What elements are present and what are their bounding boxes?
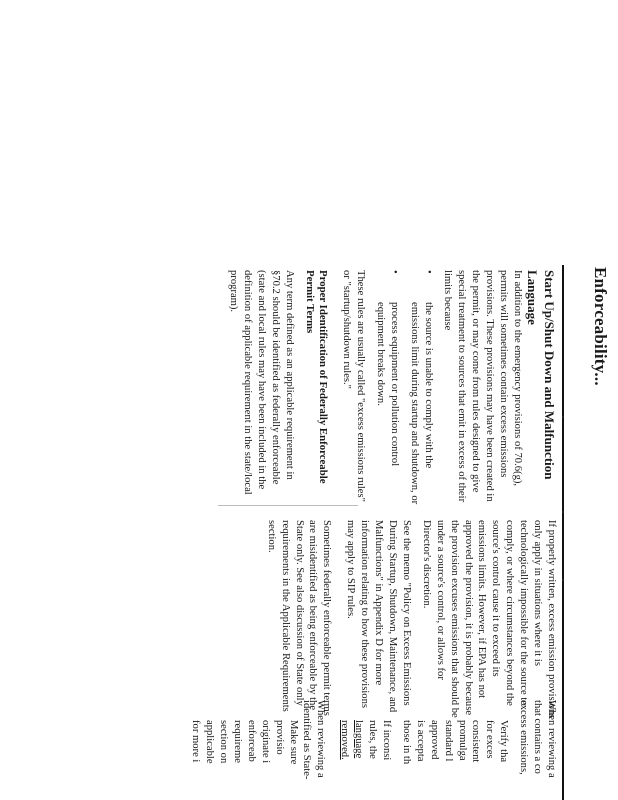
scan-speck-icon: · [556,510,570,514]
scan-speck-icon: · [556,578,570,582]
bullet-icon: • [388,270,400,274]
col3-line: for exces [484,720,496,759]
column-divider [218,505,358,506]
col3-line: that contains a co [532,700,544,774]
excess-emission-paragraph: If properly written, excess emission provisions only apply in situations where it is technologically impossible for the source to comply, or where circumstances beyond the source's control cause it to exceed its emissions limits. However, if EPA has not approved the provision, it is probably because the provision excuses emissions that should be under a source's control, or allows for Director's discretion. [420,520,557,719]
federal-enforceable-heading: Proper Identification of Federally Enforceable Permit Terms [303,270,330,484]
col3-line: Verify tha [498,720,510,763]
col3-line: standard l [442,720,454,762]
col3-line: identified as State- [301,700,313,780]
col3-line: originate i [259,720,271,764]
col3-line: When reviewing a [315,700,327,778]
col3-line: removed. [339,720,351,760]
right-column-truncated [188,700,558,800]
scan-speck-icon: · [556,415,570,419]
startup-shutdown-heading: Start Up/Shut Down and Malfunction Language [525,270,557,480]
middle-column [264,520,558,720]
col3-line: excess emissions, [518,700,530,775]
col3-line: applicable [204,720,216,764]
bullet-text: the source is unable to comply with the emissions limit during startup and shutdown, or [408,302,434,505]
col3-line: When reviewing a [546,700,557,778]
col3-line: requireme [231,720,243,763]
col3-line: provisio [273,720,285,755]
col3-line: those in th [400,720,412,765]
col3-line: for more i [190,720,202,763]
header-rule [562,265,564,800]
memo-reference-paragraph: See the memo "Policy on Excess Emissions During Startup, Shutdown, Maintenance, and Malfunctions" in Appendix D for more information relating to how these provisions may apply to SIP rules. [345,520,412,713]
rules-name-paragraph: These rules are usually called "excess emissions rules" or "startup/shutdown rules." [341,270,366,502]
misidentified-terms-paragraph: Sometimes federally enforceable permit terms are misidentified as being enforceable by the State only. See also discussion of State only requirements in the Applicable Requirements section. [265,520,333,716]
col3-line: If inconsi [381,720,393,761]
col3-line: is accepta [414,720,426,762]
col3-line: consistent [470,720,482,763]
col3-line: enforceab [245,720,257,762]
bullet-item [407,270,435,505]
applicable-requirement-paragraph: Any term defined as an applicable requirement in §70.2 should be identified as federally enforceable (state and local rules may have been included in the definition of applicable requirement in the state/local program). [228,270,296,495]
left-column [227,270,558,505]
col3-line: Make sure [287,720,299,765]
col3-line: promulga [456,720,468,761]
bullet-icon: • [422,270,434,274]
bullet-text: process equipment or pollution control equipment breaks down. [374,302,400,467]
col3-line: language [353,720,365,759]
section-header: Enforceability... [591,267,610,386]
col3-line: approved [428,720,440,760]
bullet-item [373,270,401,505]
intro-paragraph: In addition to the emergency provisions of 70.6(g), permits will sometimes contain excess emissions provisions. These provisions may have been created in the permit, or may come from rules designed to give special treatment to sources that emit in excess of their limits because [442,270,523,503]
col3-line: section on [218,720,230,764]
col3-line: rules, the [367,720,379,759]
